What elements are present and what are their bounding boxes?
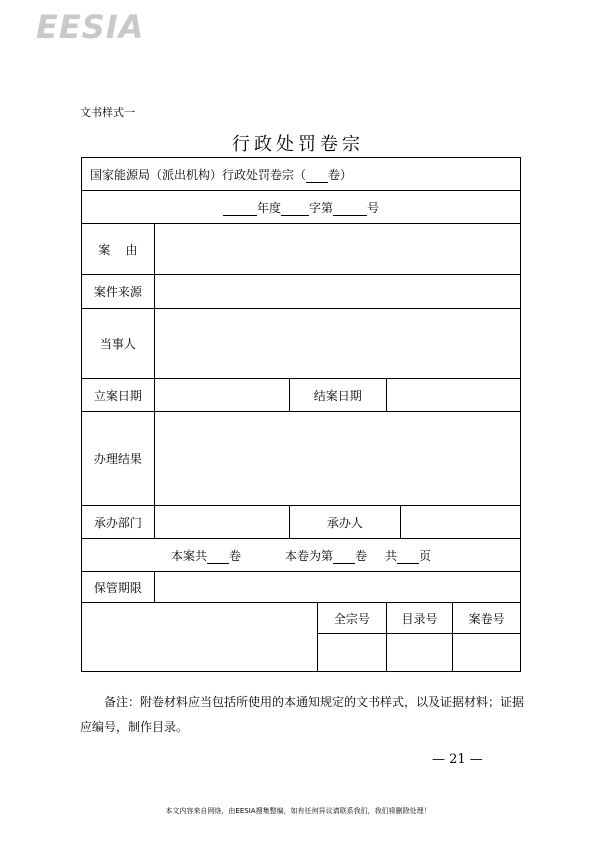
- closing-date-field[interactable]: [386, 379, 520, 412]
- header-cell: [82, 158, 521, 191]
- header-row: [82, 158, 521, 191]
- remark-note: 备注：附卷材料应当包括所使用的本通知规定的文书样式，以及证据材料；证据应编号，制作目录。: [80, 695, 525, 734]
- party-row: [82, 309, 521, 379]
- zi-suffix: 字第: [308, 200, 333, 215]
- volume-suffix: 卷: [355, 548, 368, 563]
- case-reason-field[interactable]: [154, 224, 520, 275]
- department-label: 承办部门: [82, 506, 155, 539]
- fonds-number-field[interactable]: [318, 634, 387, 672]
- catalog-number-field[interactable]: [386, 634, 453, 672]
- retention-field[interactable]: [154, 572, 520, 603]
- zi-blank[interactable]: [281, 203, 309, 216]
- case-reason-label: 案 由: [82, 224, 155, 275]
- handler-field[interactable]: [400, 506, 520, 539]
- hao-suffix: 号: [367, 200, 380, 215]
- department-field[interactable]: [154, 506, 289, 539]
- total-prefix: 本案共: [170, 548, 207, 563]
- year-blank[interactable]: [223, 203, 257, 216]
- dates-row: [82, 379, 521, 412]
- handler-label: 承办人: [289, 506, 400, 539]
- header-text: 国家能源局（派出机构）行政处罚卷宗（: [90, 167, 307, 182]
- pages-blank[interactable]: [397, 551, 419, 564]
- pages-suffix: 页: [419, 548, 432, 563]
- number-blank[interactable]: [333, 203, 367, 216]
- pages-prefix: 共: [385, 548, 398, 563]
- result-row: [82, 412, 521, 506]
- fonds-number-label: 全宗号: [318, 603, 387, 634]
- retention-row: [82, 572, 521, 603]
- footer-disclaimer: 本文内容来自网络，由EESIA搜集整编，如有任何异议请联系我们，我们将删除处理！: [165, 807, 431, 815]
- party-label: 当事人: [82, 309, 155, 379]
- case-source-field[interactable]: [154, 275, 520, 309]
- catalog-number-label: 目录号: [386, 603, 453, 634]
- case-source-label: 案件来源: [82, 275, 155, 309]
- file-number-label: 案卷号: [453, 603, 521, 634]
- document-title: 行政处罚卷宗: [232, 134, 364, 155]
- file-number-field[interactable]: [453, 634, 521, 672]
- closing-date-label: 结案日期: [289, 379, 386, 412]
- department-row: [82, 506, 521, 539]
- filing-date-label: 立案日期: [82, 379, 155, 412]
- archive-header-row: [82, 603, 521, 634]
- result-label: 办理结果: [82, 412, 155, 506]
- case-file-form-table: [81, 157, 521, 672]
- year-suffix: 年度: [256, 200, 281, 215]
- header-text-end: 卷）: [328, 167, 353, 182]
- case-source-row: [82, 275, 521, 309]
- year-row: [82, 191, 521, 224]
- total-suffix: 卷: [228, 548, 241, 563]
- volume-number-blank[interactable]: [333, 551, 355, 564]
- volume-row: [82, 539, 521, 572]
- party-field[interactable]: [154, 309, 520, 379]
- form-style-label: 文书样式一: [80, 106, 135, 119]
- volume-cell: [82, 539, 521, 572]
- case-reason-row: [82, 224, 521, 275]
- retention-label: 保管期限: [82, 572, 155, 603]
- page-number: — 21 —: [432, 752, 483, 767]
- filing-date-field[interactable]: [154, 379, 289, 412]
- year-cell: [82, 191, 521, 224]
- volume-prefix: 本卷为第: [284, 548, 333, 563]
- result-field[interactable]: [154, 412, 520, 506]
- total-volumes-blank[interactable]: [207, 551, 229, 564]
- archive-blank-area: [82, 603, 318, 672]
- watermark-logo: EESIA: [36, 8, 145, 46]
- volume-count-blank[interactable]: [306, 170, 328, 183]
